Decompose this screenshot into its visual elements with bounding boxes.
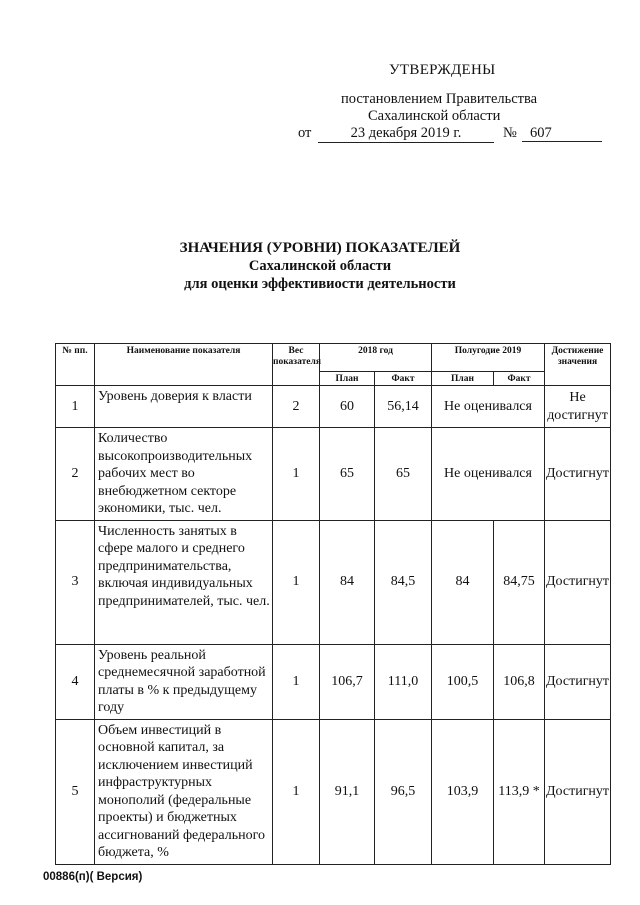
- row-achieve: Достигнут: [545, 719, 611, 864]
- row-weight: 1: [273, 428, 320, 521]
- decree-line-2: Сахалинской области: [368, 108, 501, 124]
- row-plan-2019: 100,5: [432, 644, 494, 719]
- row-fact-2018: 65: [375, 428, 432, 521]
- document-subtitle-purpose: для оценки эффективиости деятельности: [184, 276, 456, 292]
- row-plan-2018: 65: [320, 428, 375, 521]
- header-h2019: Полугодие 2019: [432, 344, 545, 372]
- header-achieve: Достижение значения: [545, 344, 611, 386]
- row-weight: 1: [273, 520, 320, 644]
- row-achieve: Достигнут: [545, 520, 611, 644]
- row-plan-2018: 106,7: [320, 644, 375, 719]
- row-name: Уровень доверия к власти: [95, 386, 273, 428]
- row-num: 5: [56, 719, 95, 864]
- row-fact-2018: 84,5: [375, 520, 432, 644]
- header-plan-2019: План: [432, 372, 494, 386]
- row-fact-2019: 84,75: [494, 520, 545, 644]
- row-h2019-merged: Не оценивался: [432, 386, 545, 428]
- table-row: [56, 428, 611, 521]
- row-achieve: Достигнут: [545, 428, 611, 521]
- row-num: 4: [56, 644, 95, 719]
- row-num: 2: [56, 428, 95, 521]
- row-fact-2018: 111,0: [375, 644, 432, 719]
- row-plan-2018: 91,1: [320, 719, 375, 864]
- row-plan-2018: 60: [320, 386, 375, 428]
- header-num: № пп.: [56, 344, 95, 386]
- row-fact-2018: 96,5: [375, 719, 432, 864]
- decree-line-1: постановлением Правительства: [341, 91, 538, 107]
- indicators-table: [55, 343, 611, 865]
- row-name: Количество высокопроизводительных рабочих мест во внебюджетном секторе экономики, тыс. чел.: [95, 428, 273, 521]
- row-plan-2019: 103,9: [432, 719, 494, 864]
- header-row: [56, 344, 611, 372]
- row-plan-2019: 84: [432, 520, 494, 644]
- document-subtitle-region: Сахалинской области: [248, 258, 392, 274]
- from-label: от: [298, 125, 312, 141]
- header-weight: Вес показателя: [273, 344, 320, 386]
- table-row: [56, 520, 611, 644]
- row-num: 3: [56, 520, 95, 644]
- row-fact-2018: 56,14: [375, 386, 432, 428]
- row-weight: 1: [273, 644, 320, 719]
- header-2018: 2018 год: [320, 344, 432, 372]
- row-num: 1: [56, 386, 95, 428]
- row-weight: 2: [273, 386, 320, 428]
- row-achieve: Не достигнут: [545, 386, 611, 428]
- row-fact-2019: 113,9 *: [494, 719, 545, 864]
- table-row: [56, 644, 611, 719]
- table-row: [56, 386, 611, 428]
- row-weight: 1: [273, 719, 320, 864]
- decree-date: 23 декабря 2019 г.: [318, 125, 494, 143]
- table-row: [56, 719, 611, 864]
- row-achieve: Достигнут: [545, 644, 611, 719]
- decree-number: 607: [522, 125, 602, 142]
- number-label: №: [503, 125, 517, 141]
- document-code: 00886(п)( Версия): [43, 871, 143, 883]
- row-name: Численность занятых в сфере малого и среднего предпринимательства, включая индивидуальных предпринимателей, тыс. чел.: [95, 520, 273, 644]
- row-h2019-merged: Не оценивался: [432, 428, 545, 521]
- row-fact-2019: 106,8: [494, 644, 545, 719]
- row-plan-2018: 84: [320, 520, 375, 644]
- header-name: Наименование показателя: [95, 344, 273, 386]
- document-title: ЗНАЧЕНИЯ (УРОВНИ) ПОКАЗАТЕЛЕЙ: [179, 240, 461, 256]
- approved-label: УТВЕРЖДЕНЫ: [389, 62, 496, 78]
- header-fact-2018: Факт: [375, 372, 432, 386]
- row-name: Уровень реальной среднемесячной заработной платы в % к предыдущему году: [95, 644, 273, 719]
- header-plan-2018: План: [320, 372, 375, 386]
- row-name: Объем инвестиций в основной капитал, за исключением инвестиций инфраструктурных монополий (федеральные проекты) и бюджетных ассигнований федерального бюджета, %: [95, 719, 273, 864]
- header-fact-2019: Факт: [494, 372, 545, 386]
